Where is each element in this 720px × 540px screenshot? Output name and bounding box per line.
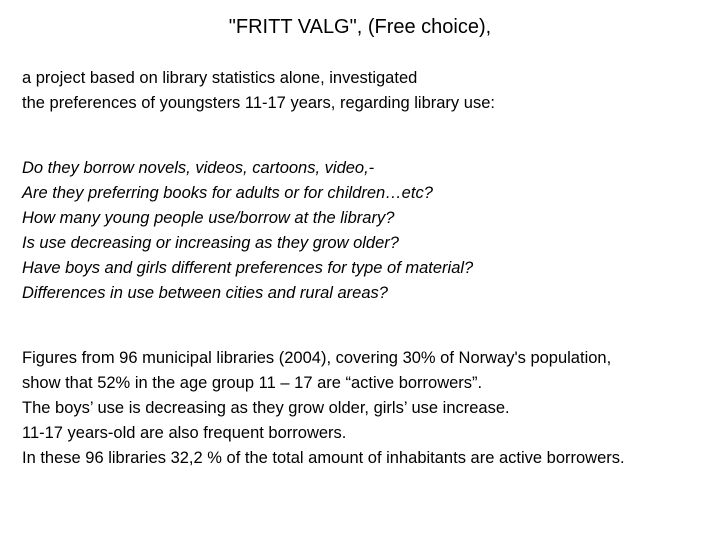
question-line: Differences in use between cities and rural areas? xyxy=(22,284,388,302)
findings-text xyxy=(22,346,625,471)
finding-line: 11-17 years-old are also frequent borrowers. xyxy=(22,424,347,442)
question-line: Are they preferring books for adults or for children…etc? xyxy=(22,184,433,202)
finding-line: Figures from 96 municipal libraries (2004), covering 30% of Norway's population, xyxy=(22,349,612,367)
finding-line: show that 52% in the age group 11 – 17 are “active borrowers”. xyxy=(22,374,483,392)
intro-line: a project based on library statistics alone, investigated xyxy=(22,69,418,87)
finding-line: In these 96 libraries 32,2 % of the total amount of inhabitants are active borrowers. xyxy=(22,449,625,467)
finding-line: The boys’ use is decreasing as they grow older, girls’ use increase. xyxy=(22,399,510,417)
intro-text xyxy=(22,66,495,116)
question-line: Is use decreasing or increasing as they grow older? xyxy=(22,234,399,252)
question-line: Do they borrow novels, videos, cartoons, video,- xyxy=(22,159,375,177)
question-line: Have boys and girls different preferences for type of material? xyxy=(22,259,474,277)
question-line: How many young people use/borrow at the library? xyxy=(22,209,395,227)
intro-line: the preferences of youngsters 11-17 years, regarding library use: xyxy=(22,94,495,112)
question-list xyxy=(22,156,473,306)
slide-title: "FRITT VALG", (Free choice), xyxy=(228,16,492,38)
